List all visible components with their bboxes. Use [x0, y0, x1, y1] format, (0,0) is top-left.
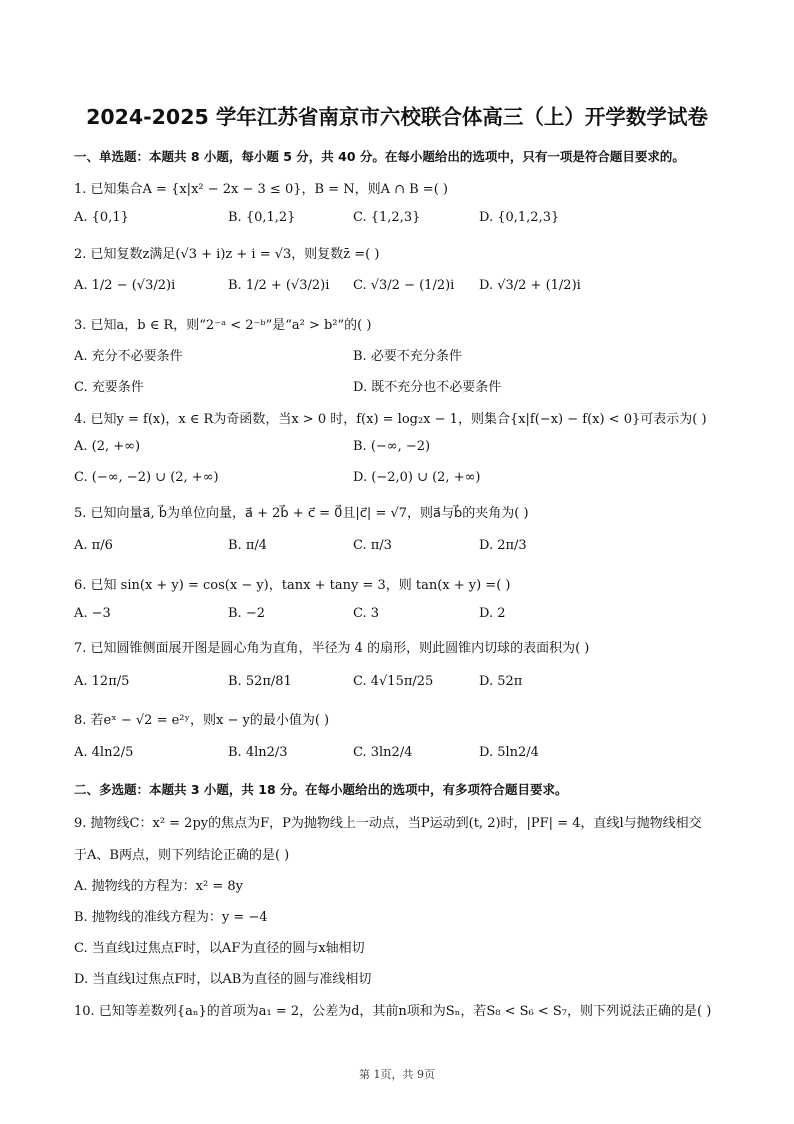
question-3-option-c: C. 充要条件 [74, 380, 144, 395]
section-heading-single-choice: 一、单选题：本题共 8 小题，每小题 5 分，共 40 分。在每小题给出的选项中，只有一项是符合题目要求的。 [74, 149, 685, 164]
question-5-option-c: C. π/3 [353, 538, 392, 553]
question-2-stem: 2. 已知复数z满足(√3 + i)z + i = √3，则复数z̄ =( ) [74, 247, 380, 262]
question-8-option-a: A. 4ln2/5 [74, 745, 134, 760]
question-8-option-d: D. 5ln2/4 [479, 745, 539, 760]
question-7-option-c: C. 4√15π/25 [353, 674, 434, 689]
question-7-option-d: D. 52π [479, 674, 523, 689]
question-9-stem-line-2: 于A、B两点，则下列结论正确的是( ) [74, 848, 290, 863]
question-7-option-b: B. 52π/81 [228, 674, 292, 689]
question-6-stem: 6. 已知 sin(x + y) = cos(x − y)，tanx + tany = 3，则 tan(x + y) =( ) [74, 578, 511, 593]
page-footer: 第 1页，共 9页 [359, 1068, 435, 1081]
question-6-option-c: C. 3 [353, 606, 380, 621]
question-10-stem: 10. 已知等差数列{aₙ}的首项为a₁ = 2，公差为d，其前n项和为Sₙ，若S₈ < S₆ < S₇，则下列说法正确的是( ) [74, 1004, 712, 1019]
question-9-option-b: B. 抛物线的准线方程为：y = −4 [74, 910, 268, 925]
question-3-option-d: D. 既不充分也不必要条件 [353, 380, 502, 395]
question-8-stem: 8. 若eˣ − √2 = e²ʸ，则x − y的最小值为( ) [74, 713, 330, 728]
question-1-option-c: C. {1,2,3} [353, 210, 421, 225]
question-5-option-b: B. π/4 [228, 538, 268, 553]
question-4-option-a: A. (2, +∞) [74, 439, 141, 454]
question-8-option-b: B. 4ln2/3 [228, 745, 288, 760]
question-6-option-d: D. 2 [479, 606, 506, 621]
question-3-option-a: A. 充分不必要条件 [74, 349, 183, 364]
section-heading-multiple-choice: 二、多选题：本题共 3 小题，共 18 分。在每小题给出的选项中，有多项符合题目要求。 [74, 782, 568, 797]
question-4-option-c: C. (−∞, −2) ∪ (2, +∞) [74, 470, 219, 485]
question-5-option-a: A. π/6 [74, 538, 113, 553]
question-2-option-c: C. √3/2 − (1/2)i [353, 278, 455, 293]
question-6-option-a: A. −3 [74, 606, 111, 621]
question-3-stem: 3. 已知a，b ∈ R，则“2⁻ᵃ < 2⁻ᵇ”是“a² > b²”的( ) [74, 318, 372, 333]
question-1-option-a: A. {0,1} [74, 210, 129, 225]
question-7-option-a: A. 12π/5 [74, 674, 130, 689]
question-9-option-a: A. 抛物线的方程为：x² = 8y [74, 879, 243, 894]
question-9-option-c: C. 当直线l过焦点F时，以AF为直径的圆与x轴相切 [74, 941, 365, 956]
question-7-stem: 7. 已知圆锥侧面展开图是圆心角为直角，半径为 4 的扇形，则此圆锥内切球的表面积为( ) [74, 641, 590, 656]
question-4-option-b: B. (−∞, −2) [353, 439, 431, 454]
question-5-stem: 5. 已知向量a⃗, b⃗为单位向量，a⃗ + 2b⃗ + c⃗ = 0⃗且|c⃗| = √7，则a⃗与b⃗的夹角为( ) [74, 506, 529, 521]
question-9-option-d: D. 当直线l过焦点F时，以AB为直径的圆与准线相切 [74, 972, 372, 987]
question-1-option-b: B. {0,1,2} [228, 210, 296, 225]
question-6-option-b: B. −2 [228, 606, 265, 621]
question-8-option-c: C. 3ln2/4 [353, 745, 413, 760]
question-2-option-a: A. 1/2 − (√3/2)i [74, 278, 176, 293]
question-5-option-d: D. 2π/3 [479, 538, 527, 553]
question-1-stem: 1. 已知集合A = {x|x² − 2x − 3 ≤ 0}，B = N，则A ∩ B =( ) [74, 182, 448, 197]
question-4-option-d: D. (−2,0) ∪ (2, +∞) [353, 470, 481, 485]
question-2-option-d: D. √3/2 + (1/2)i [479, 278, 581, 293]
question-1-option-d: D. {0,1,2,3} [479, 210, 560, 225]
question-2-option-b: B. 1/2 + (√3/2)i [228, 278, 330, 293]
page-title: 2024-2025 学年江苏省南京市六校联合体高三（上）开学数学试卷 [86, 105, 708, 129]
question-9-stem-line-1: 9. 抛物线C：x² = 2py的焦点为F，P为抛物线上一动点，当P运动到(t, 2)时，|PF| = 4，直线l与抛物线相交 [74, 816, 702, 831]
question-3-option-b: B. 必要不充分条件 [353, 349, 462, 364]
question-4-stem: 4. 已知y = f(x)，x ∈ R为奇函数，当x > 0 时，f(x) = log₂x − 1，则集合{x|f(−x) − f(x) < 0}可表示为( ) [74, 412, 707, 427]
